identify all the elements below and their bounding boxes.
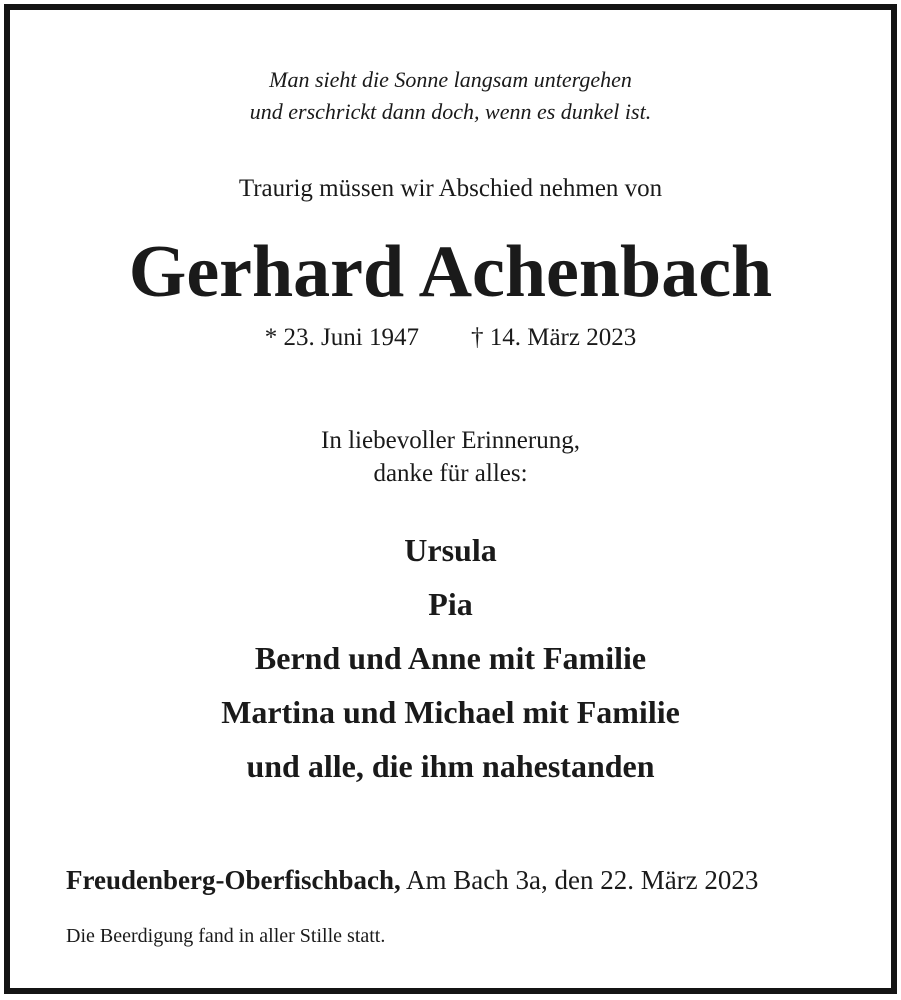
mourners-list — [10, 523, 891, 793]
obituary-frame — [4, 4, 897, 994]
town: Freudenberg-Oberfischbach, — [66, 865, 401, 895]
place-and-date — [66, 862, 758, 898]
mourner: Bernd und Anne mit Familie — [254, 640, 647, 676]
poem-line-2: und erschrickt dann doch, wenn es dunkel ist. — [249, 99, 652, 124]
poem — [10, 64, 891, 128]
memory-line-1: In liebevoller Erinnerung, — [321, 427, 580, 454]
life-dates — [10, 321, 891, 355]
address-date: Am Bach 3a, den 22. März 2023 — [400, 865, 759, 895]
mourner: Ursula — [404, 532, 497, 568]
funeral-note: Die Beerdigung fand in aller Stille statt. — [66, 925, 386, 947]
memory-line-2: danke für alles: — [373, 460, 528, 487]
memory-text — [10, 424, 891, 490]
mourner: und alle, die ihm nahestanden — [246, 748, 655, 784]
intro-text: Traurig müssen wir Abschied nehmen von — [238, 175, 663, 202]
mourner: Martina und Michael mit Familie — [221, 694, 680, 730]
poem-line-1: Man sieht die Sonne langsam untergehen — [269, 67, 632, 92]
birth-date: * 23. Juni 1947 — [264, 324, 419, 351]
death-date: † 14. März 2023 — [470, 324, 637, 351]
deceased-name: Gerhard Achenbach — [128, 231, 773, 313]
mourner: Pia — [428, 586, 473, 622]
